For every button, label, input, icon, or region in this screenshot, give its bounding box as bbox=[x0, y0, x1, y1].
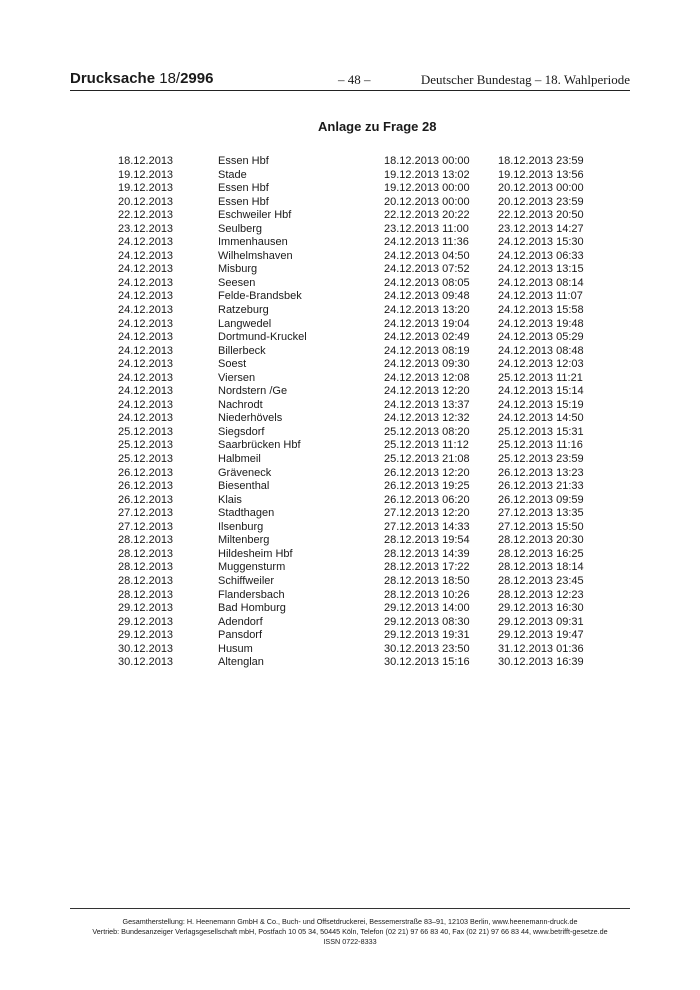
place-cell: Pansdorf bbox=[218, 629, 263, 642]
place-cell: Stade bbox=[218, 168, 247, 181]
start-time-cell: 24.12.2013 09:48 bbox=[384, 290, 470, 303]
place-cell: Gräveneck bbox=[218, 466, 272, 479]
start-time-cell: 29.12.2013 19:31 bbox=[384, 629, 470, 642]
place-cell: Siegsdorf bbox=[218, 425, 265, 438]
end-time-cell: 30.12.2013 16:39 bbox=[498, 656, 584, 669]
start-time-cell: 23.12.2013 11:00 bbox=[384, 222, 469, 235]
end-time-cell: 24.12.2013 12:03 bbox=[498, 358, 584, 371]
start-time-cell: 27.12.2013 12:20 bbox=[384, 507, 470, 520]
end-time-cell: 27.12.2013 13:35 bbox=[498, 507, 584, 520]
date-cell: 29.12.2013 bbox=[118, 615, 174, 628]
start-time-cell: 28.12.2013 18:50 bbox=[384, 574, 470, 587]
start-time-cell: 25.12.2013 08:20 bbox=[384, 425, 470, 438]
start-time-cell: 28.12.2013 19:54 bbox=[384, 534, 470, 547]
end-time-cell: 24.12.2013 14:50 bbox=[498, 412, 584, 425]
end-time-cell: 26.12.2013 09:59 bbox=[498, 493, 584, 506]
place-cell: Viersen bbox=[218, 371, 256, 384]
date-cell: 27.12.2013 bbox=[118, 507, 174, 520]
start-time-cell: 24.12.2013 12:20 bbox=[384, 385, 470, 398]
place-cell: Biesenthal bbox=[218, 480, 270, 493]
end-time-cell: 28.12.2013 16:25 bbox=[498, 547, 584, 560]
end-time-cell: 20.12.2013 00:00 bbox=[498, 182, 584, 195]
place-cell: Essen Hbf bbox=[218, 195, 269, 208]
date-cell: 25.12.2013 bbox=[118, 453, 174, 466]
date-cell: 20.12.2013 bbox=[118, 195, 174, 208]
date-cell: 28.12.2013 bbox=[118, 574, 174, 587]
date-cell: 28.12.2013 bbox=[118, 561, 174, 574]
place-cell: Essen Hbf bbox=[218, 155, 269, 167]
end-time-cell: 24.12.2013 08:14 bbox=[498, 276, 584, 289]
footer-printer: Gesamtherstellung: H. Heenemann GmbH & Co., Buch- und Offsetdruckerei, Bessemerstraße 83–91, 12103 Berlin, www.heenemann-druck.de bbox=[122, 917, 578, 926]
start-time-cell: 18.12.2013 00:00 bbox=[384, 155, 470, 167]
date-cell: 24.12.2013 bbox=[118, 249, 174, 262]
start-time-cell: 26.12.2013 12:20 bbox=[384, 466, 470, 479]
end-time-cell: 25.12.2013 23:59 bbox=[498, 453, 584, 466]
end-time-cell: 24.12.2013 15:14 bbox=[498, 385, 584, 398]
place-cell: Eschweiler Hbf bbox=[218, 209, 292, 222]
place-cell: Husum bbox=[218, 642, 253, 655]
date-cell: 26.12.2013 bbox=[118, 466, 174, 479]
end-time-cell: 28.12.2013 23:45 bbox=[498, 574, 584, 587]
end-time-cell: 22.12.2013 20:50 bbox=[498, 209, 584, 222]
place-cell: Misburg bbox=[218, 263, 258, 276]
place-cell: Hildesheim Hbf bbox=[218, 547, 293, 560]
place-cell: Soest bbox=[218, 358, 247, 371]
place-cell: Altenglan bbox=[218, 656, 264, 669]
date-cell: 18.12.2013 bbox=[118, 155, 174, 167]
start-time-cell: 24.12.2013 08:19 bbox=[384, 344, 470, 357]
date-cell: 27.12.2013 bbox=[118, 520, 174, 533]
end-time-cell: 24.12.2013 15:19 bbox=[498, 398, 584, 411]
place-cell: Stadthagen bbox=[218, 507, 275, 520]
place-cell: Ratzeburg bbox=[218, 304, 269, 317]
end-time-cell: 28.12.2013 20:30 bbox=[498, 534, 584, 547]
date-cell: 23.12.2013 bbox=[118, 222, 174, 235]
end-time-cell: 25.12.2013 11:16 bbox=[498, 439, 583, 452]
start-time-cell: 24.12.2013 08:05 bbox=[384, 276, 470, 289]
start-time-cell: 24.12.2013 13:20 bbox=[384, 304, 470, 317]
start-time-cell: 30.12.2013 23:50 bbox=[384, 642, 470, 655]
end-time-cell: 24.12.2013 13:15 bbox=[498, 263, 584, 276]
footer-divider bbox=[70, 908, 630, 909]
place-cell: Muggensturm bbox=[218, 561, 286, 574]
end-time-cell: 20.12.2013 23:59 bbox=[498, 195, 584, 208]
place-cell: Niederhövels bbox=[218, 412, 283, 425]
place-cell: Immenhausen bbox=[218, 236, 288, 249]
date-cell: 19.12.2013 bbox=[118, 168, 174, 181]
place-cell: Wilhelmshaven bbox=[218, 249, 293, 262]
start-time-cell: 24.12.2013 11:36 bbox=[384, 236, 469, 249]
place-cell: Ilsenburg bbox=[218, 520, 264, 533]
place-cell: Adendorf bbox=[218, 615, 263, 628]
start-time-cell: 24.12.2013 07:52 bbox=[384, 263, 470, 276]
start-time-cell: 25.12.2013 11:12 bbox=[384, 439, 469, 452]
page-header bbox=[70, 70, 630, 91]
document-number bbox=[70, 70, 213, 87]
place-cell: Flandersbach bbox=[218, 588, 285, 601]
end-time-cell: 18.12.2013 23:59 bbox=[498, 155, 584, 167]
start-time-cell: 29.12.2013 08:30 bbox=[384, 615, 470, 628]
end-time-cell: 19.12.2013 13:56 bbox=[498, 168, 584, 181]
date-cell: 26.12.2013 bbox=[118, 493, 174, 506]
place-cell: Nachrodt bbox=[218, 398, 263, 411]
start-time-cell: 30.12.2013 15:16 bbox=[384, 656, 470, 669]
date-cell: 24.12.2013 bbox=[118, 290, 174, 303]
end-time-cell: 24.12.2013 05:29 bbox=[498, 331, 584, 344]
end-time-cell: 25.12.2013 15:31 bbox=[498, 425, 584, 438]
date-cell: 24.12.2013 bbox=[118, 385, 174, 398]
place-cell: Dortmund-Kruckel bbox=[218, 331, 307, 344]
date-cell: 28.12.2013 bbox=[118, 547, 174, 560]
date-cell: 24.12.2013 bbox=[118, 331, 174, 344]
date-cell: 24.12.2013 bbox=[118, 263, 174, 276]
end-time-cell: 24.12.2013 15:58 bbox=[498, 304, 584, 317]
end-time-cell: 24.12.2013 19:48 bbox=[498, 317, 584, 330]
place-cell: Billerbeck bbox=[218, 344, 266, 357]
end-time-cell: 28.12.2013 12:23 bbox=[498, 588, 584, 601]
date-cell: 25.12.2013 bbox=[118, 425, 174, 438]
doc-label: Drucksache bbox=[70, 70, 156, 87]
end-time-cell: 26.12.2013 21:33 bbox=[498, 480, 584, 493]
start-time-cell: 24.12.2013 19:04 bbox=[384, 317, 470, 330]
start-time-cell: 22.12.2013 20:22 bbox=[384, 209, 470, 222]
end-time-cell: 31.12.2013 01:36 bbox=[498, 642, 584, 655]
start-time-cell: 27.12.2013 14:33 bbox=[384, 520, 470, 533]
start-time-cell: 24.12.2013 02:49 bbox=[384, 331, 470, 344]
place-cell: Nordstern /Ge bbox=[218, 385, 288, 398]
place-cell: Klais bbox=[218, 493, 242, 506]
end-time-cell: 24.12.2013 15:30 bbox=[498, 236, 584, 249]
doc-number-value: 2996 bbox=[180, 70, 214, 87]
end-time-cell: 29.12.2013 09:31 bbox=[498, 615, 584, 628]
start-time-cell: 24.12.2013 12:08 bbox=[384, 371, 470, 384]
place-cell: Bad Homburg bbox=[218, 602, 286, 615]
publisher-label: Deutscher Bundestag – 18. Wahlperiode bbox=[420, 72, 630, 87]
date-cell: 24.12.2013 bbox=[118, 276, 174, 289]
end-time-cell: 26.12.2013 13:23 bbox=[498, 466, 584, 479]
start-time-cell: 26.12.2013 06:20 bbox=[384, 493, 470, 506]
start-time-cell: 19.12.2013 00:00 bbox=[384, 182, 470, 195]
date-cell: 24.12.2013 bbox=[118, 398, 174, 411]
doc-series: 18/ bbox=[159, 70, 181, 87]
footer-distribution: Vertrieb: Bundesanzeiger Verlagsgesellschaft mbH, Postfach 10 05 34, 50445 Köln, Telefon (02 21) 97 66 83 40, Fax (02 21) 97 66 83 44, www.betrifft-gesetze.de bbox=[92, 927, 608, 936]
start-time-cell: 20.12.2013 00:00 bbox=[384, 195, 470, 208]
end-time-cell: 24.12.2013 11:07 bbox=[498, 290, 583, 303]
place-cell: Miltenberg bbox=[218, 534, 270, 547]
end-time-cell: 29.12.2013 19:47 bbox=[498, 629, 584, 642]
start-time-cell: 28.12.2013 17:22 bbox=[384, 561, 470, 574]
end-time-cell: 24.12.2013 08:48 bbox=[498, 344, 584, 357]
place-cell: Langwedel bbox=[218, 317, 272, 330]
place-cell: Seesen bbox=[218, 276, 256, 289]
start-time-cell: 28.12.2013 14:39 bbox=[384, 547, 470, 560]
place-cell: Essen Hbf bbox=[218, 182, 269, 195]
start-time-cell: 24.12.2013 12:32 bbox=[384, 412, 470, 425]
footer-issn: ISSN 0722-8333 bbox=[323, 937, 377, 946]
start-time-cell: 19.12.2013 13:02 bbox=[384, 168, 470, 181]
start-time-cell: 24.12.2013 13:37 bbox=[384, 398, 470, 411]
date-cell: 29.12.2013 bbox=[118, 629, 174, 642]
place-cell: Halbmeil bbox=[218, 453, 261, 466]
start-time-cell: 24.12.2013 09:30 bbox=[384, 358, 470, 371]
page-footer bbox=[60, 917, 640, 947]
start-time-cell: 26.12.2013 19:25 bbox=[384, 480, 470, 493]
date-cell: 24.12.2013 bbox=[118, 344, 174, 357]
place-cell: Felde-Brandsbek bbox=[218, 290, 302, 303]
date-cell: 28.12.2013 bbox=[118, 588, 174, 601]
date-cell: 24.12.2013 bbox=[118, 412, 174, 425]
start-time-cell: 28.12.2013 10:26 bbox=[384, 588, 470, 601]
end-time-cell: 23.12.2013 14:27 bbox=[498, 222, 584, 235]
date-cell: 25.12.2013 bbox=[118, 439, 174, 452]
start-time-cell: 29.12.2013 14:00 bbox=[384, 602, 470, 615]
end-time-cell: 27.12.2013 15:50 bbox=[498, 520, 584, 533]
place-cell: Seulberg bbox=[218, 222, 263, 235]
date-cell: 30.12.2013 bbox=[118, 642, 174, 655]
date-cell: 19.12.2013 bbox=[118, 182, 174, 195]
end-time-cell: 24.12.2013 06:33 bbox=[498, 249, 584, 262]
date-cell: 26.12.2013 bbox=[118, 480, 174, 493]
date-cell: 22.12.2013 bbox=[118, 209, 174, 222]
end-time-cell: 29.12.2013 16:30 bbox=[498, 602, 584, 615]
date-cell: 24.12.2013 bbox=[118, 317, 174, 330]
date-cell: 29.12.2013 bbox=[118, 602, 174, 615]
date-cell: 24.12.2013 bbox=[118, 236, 174, 249]
date-cell: 24.12.2013 bbox=[118, 371, 174, 384]
place-cell: Saarbrücken Hbf bbox=[218, 439, 301, 452]
date-cell: 28.12.2013 bbox=[118, 534, 174, 547]
place-cell: Schiffweiler bbox=[218, 574, 275, 587]
date-cell: 24.12.2013 bbox=[118, 358, 174, 371]
end-time-cell: 28.12.2013 18:14 bbox=[498, 561, 584, 574]
start-time-cell: 25.12.2013 21:08 bbox=[384, 453, 470, 466]
end-time-cell: 25.12.2013 11:21 bbox=[498, 371, 583, 384]
page-number: – 48 – bbox=[338, 72, 371, 87]
start-time-cell: 24.12.2013 04:50 bbox=[384, 249, 470, 262]
date-cell: 30.12.2013 bbox=[118, 656, 174, 669]
date-cell: 24.12.2013 bbox=[118, 304, 174, 317]
page-title: Anlage zu Frage 28 bbox=[318, 119, 437, 134]
